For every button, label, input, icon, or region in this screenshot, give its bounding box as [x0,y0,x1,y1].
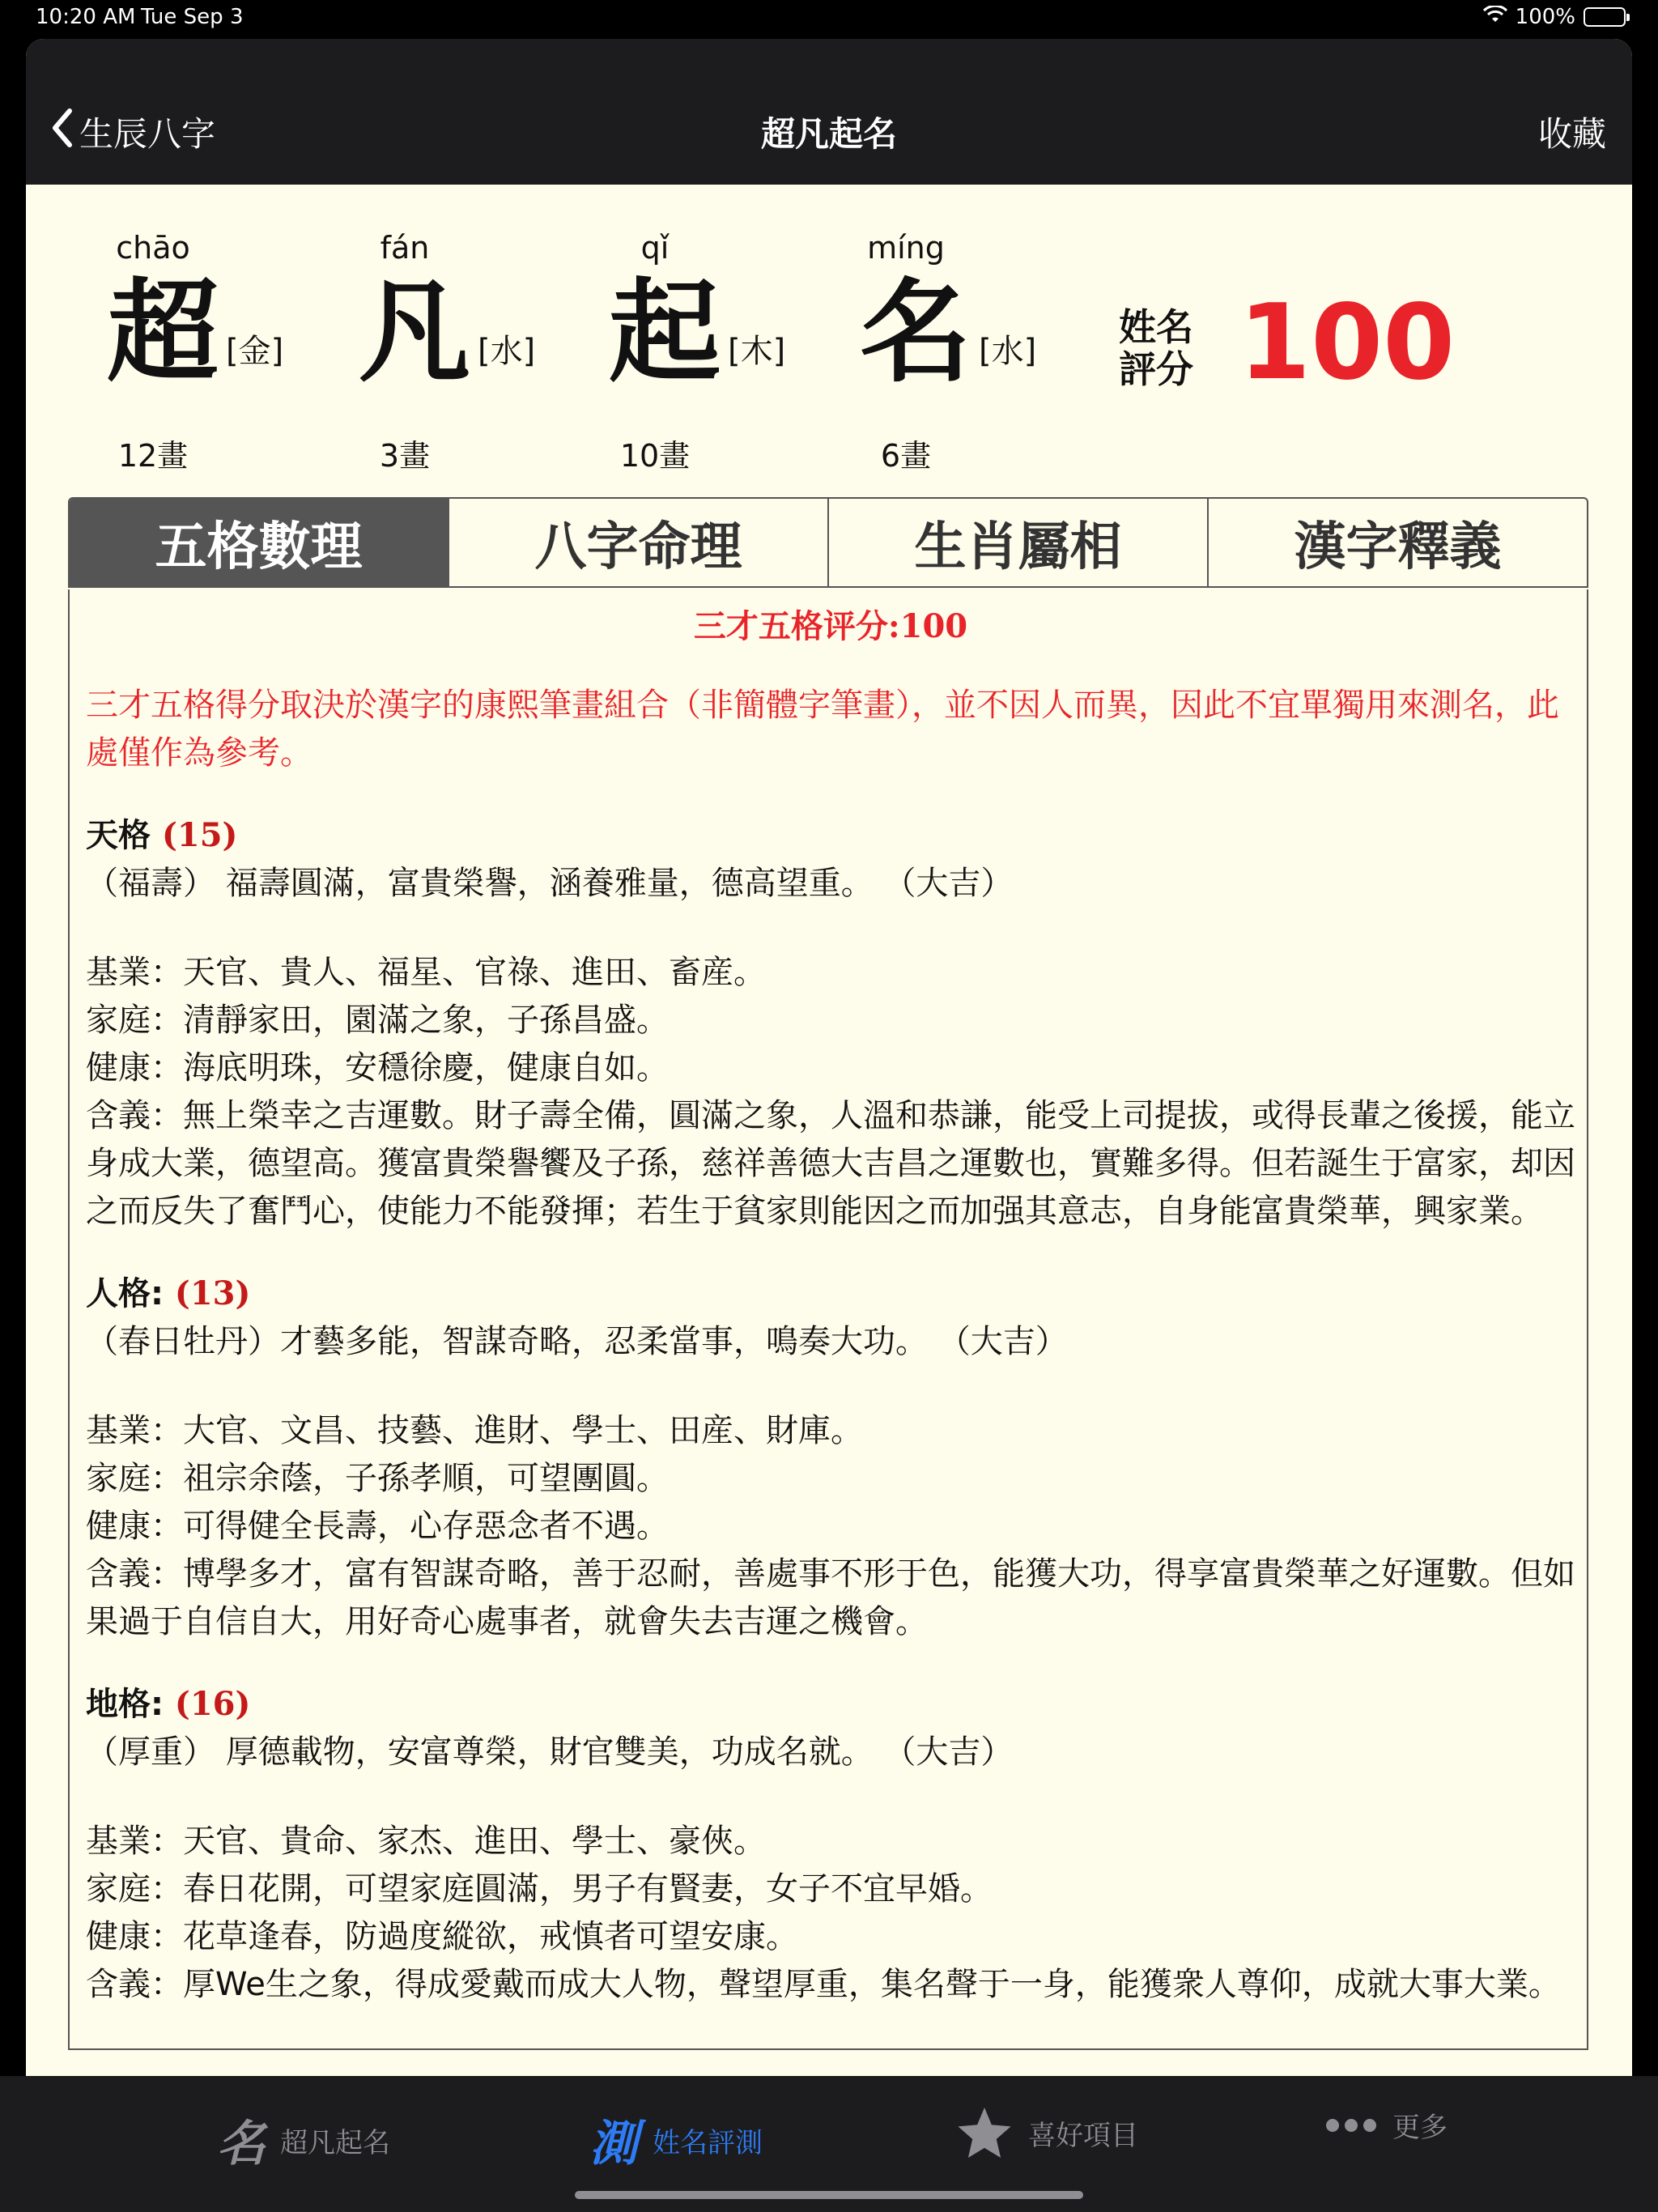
section-tiange [86,811,1575,1236]
section-line: 健康：可得健全長壽，心存惡念者不遇。 [86,1508,669,1545]
pinyin: qǐ [640,230,670,266]
notice-text: 三才五格得分取決於漢字的康熙筆畫組合（非簡體字筆畫），並不因人而異，因此不宜單獨用來測名，此處僅作為參考。 [86,687,1559,772]
section-number: (16) [174,1685,251,1723]
star-icon [955,2105,1014,2160]
section-number: (15) [161,816,238,854]
section-line: 基業：天官、貴命、家杰、進田、學士、豪俠。 [86,1823,766,1860]
element-tag: [水] [478,333,536,370]
pinyin: chāo [116,230,190,266]
status-time: 10:20 AM [36,5,136,29]
tabbar-label: 喜好項目 [1028,2119,1138,2152]
tab-zodiac[interactable]: 生肖屬相 [829,499,1209,586]
section-line: 健康：花草逢春，防過度縱欲，戒慎者可望安康。 [86,1918,798,1955]
section-summary: （春日牡丹）才藝多能，智謀奇略，忍柔當事，鳴奏大功。 （大吉） [86,1323,1068,1360]
section-line: 家庭：清靜家田，園滿之象，子孫昌盛。 [86,1002,669,1039]
hanzi: 凡 [359,267,471,398]
section-line: 含義：無上榮幸之吉運數。財子壽全備，圓滿之象，人溫和恭謙，能受上司提拔，或得長輩之後援，能立身成大業，德望高。獲富貴榮譽饗及子孫，慈祥善德大吉昌之運數也，實難多得。但若誕生于富家，却因之而反失了奮鬥心，使能力不能發揮；若生于貧家則能因之而加强其意志，自身能富貴榮華，興家業。 [86,1097,1575,1230]
tabbar-item-naming[interactable] [217,2105,390,2175]
section-dige [86,1680,1575,2009]
name-char-4 [837,230,1088,473]
hanzi: 名 [860,267,972,398]
section-line: 基業：天官、貴人、福星、官祿、進田、畜産。 [86,954,766,991]
page-title: 超凡起名 [760,114,897,154]
element-tag: [水] [979,333,1037,370]
section-heading: 人格: [86,1275,175,1312]
score-label [1119,306,1193,390]
more-dots-icon [1324,2117,1378,2133]
name-glyph-icon: 名 [217,2116,266,2172]
stroke-count: 12畫 [117,438,189,474]
pinyin: fán [380,230,430,266]
hanzi: 超 [107,267,219,398]
back-label: 生辰八字 [79,114,216,154]
battery-percent: 100% [1515,5,1575,29]
app-window [26,39,1632,2076]
section-renge [86,1270,1575,1646]
status-indicators [1483,5,1626,29]
chevron-left-icon [50,108,79,156]
name-char-3 [586,230,837,473]
battery-icon [1584,7,1626,27]
pinyin: míng [867,230,945,266]
test-glyph-icon: 測 [589,2116,638,2172]
home-indicator[interactable] [575,2191,1083,2199]
tabbar-label: 超凡起名 [280,2126,390,2159]
score-label-line1: 姓名 [1119,305,1193,349]
section-line: 含義：博學多才，富有智謀奇略，善于忍耐，善處事不形于色，能獲大功，得享富貴榮華之好運數。但如果過于自信自大，用好奇心處事者，就會失去吉運之機會。 [86,1555,1575,1640]
tabbar-item-evaluation[interactable] [589,2105,763,2175]
stroke-count: 3畫 [379,438,431,474]
hanzi: 起 [609,267,721,398]
section-heading: 地格: [86,1686,175,1723]
navigation-bar [26,39,1632,185]
status-date: Tue Sep 3 [141,5,244,29]
back-button[interactable] [50,108,215,156]
content-scroll [86,589,1575,2009]
name-char-1 [84,230,335,473]
tabbar-item-more[interactable] [1324,2105,1448,2145]
section-line: 基業：大官、文昌、技藝、進財、學士、田産、財庫。 [86,1412,863,1449]
sancai-score-title: 三才五格评分:100 [693,607,968,645]
section-line: 健康：海底明珠，安穩徐慶，健康自如。 [86,1049,669,1087]
tabbar-label: 更多 [1392,2112,1448,2144]
element-tag: [木] [728,333,786,370]
section-heading: 天格 [86,817,162,854]
section-line: 含義：厚We生之象，得成愛戴而成大人物，聲望厚重，集名聲于一身，能獲衆人尊仰，成就大事大業。 [86,1966,1561,2003]
section-summary: （厚重） 厚德載物，安富尊榮，財官雙美，功成名就。 （大吉） [86,1733,1014,1771]
tab-hanzi-meaning[interactable]: 漢字釋義 [1294,517,1502,577]
stroke-count: 6畫 [880,438,932,474]
tabbar-item-favorites[interactable] [955,2105,1138,2160]
name-char-2 [336,230,587,473]
section-number: (13) [174,1274,251,1312]
stroke-count: 10畫 [619,438,691,474]
tab-wuge[interactable]: 五格數理 [70,499,449,586]
content-panel[interactable] [68,589,1588,2050]
status-bar [0,0,1658,36]
score-label-line2: 評分 [1119,347,1193,391]
section-line: 家庭：祖宗余蔭，子孫孝順，可望團圓。 [86,1460,669,1497]
tabbar-label: 姓名評測 [653,2126,763,2159]
wifi-icon [1483,5,1507,29]
score-value: 100 [1239,283,1456,403]
section-line: 家庭：春日花開，可望家庭圓滿，男子有賢妻，女子不宜早婚。 [86,1870,993,1908]
section-summary: （福壽） 福壽圓滿，富貴榮譽，涵養雅量，德高望重。 （大吉） [86,865,1014,902]
analysis-tabs [68,497,1588,588]
favorite-button[interactable]: 收藏 [1537,114,1606,154]
tab-bazi[interactable]: 八字命理 [449,499,829,586]
element-tag: [金] [226,333,284,370]
